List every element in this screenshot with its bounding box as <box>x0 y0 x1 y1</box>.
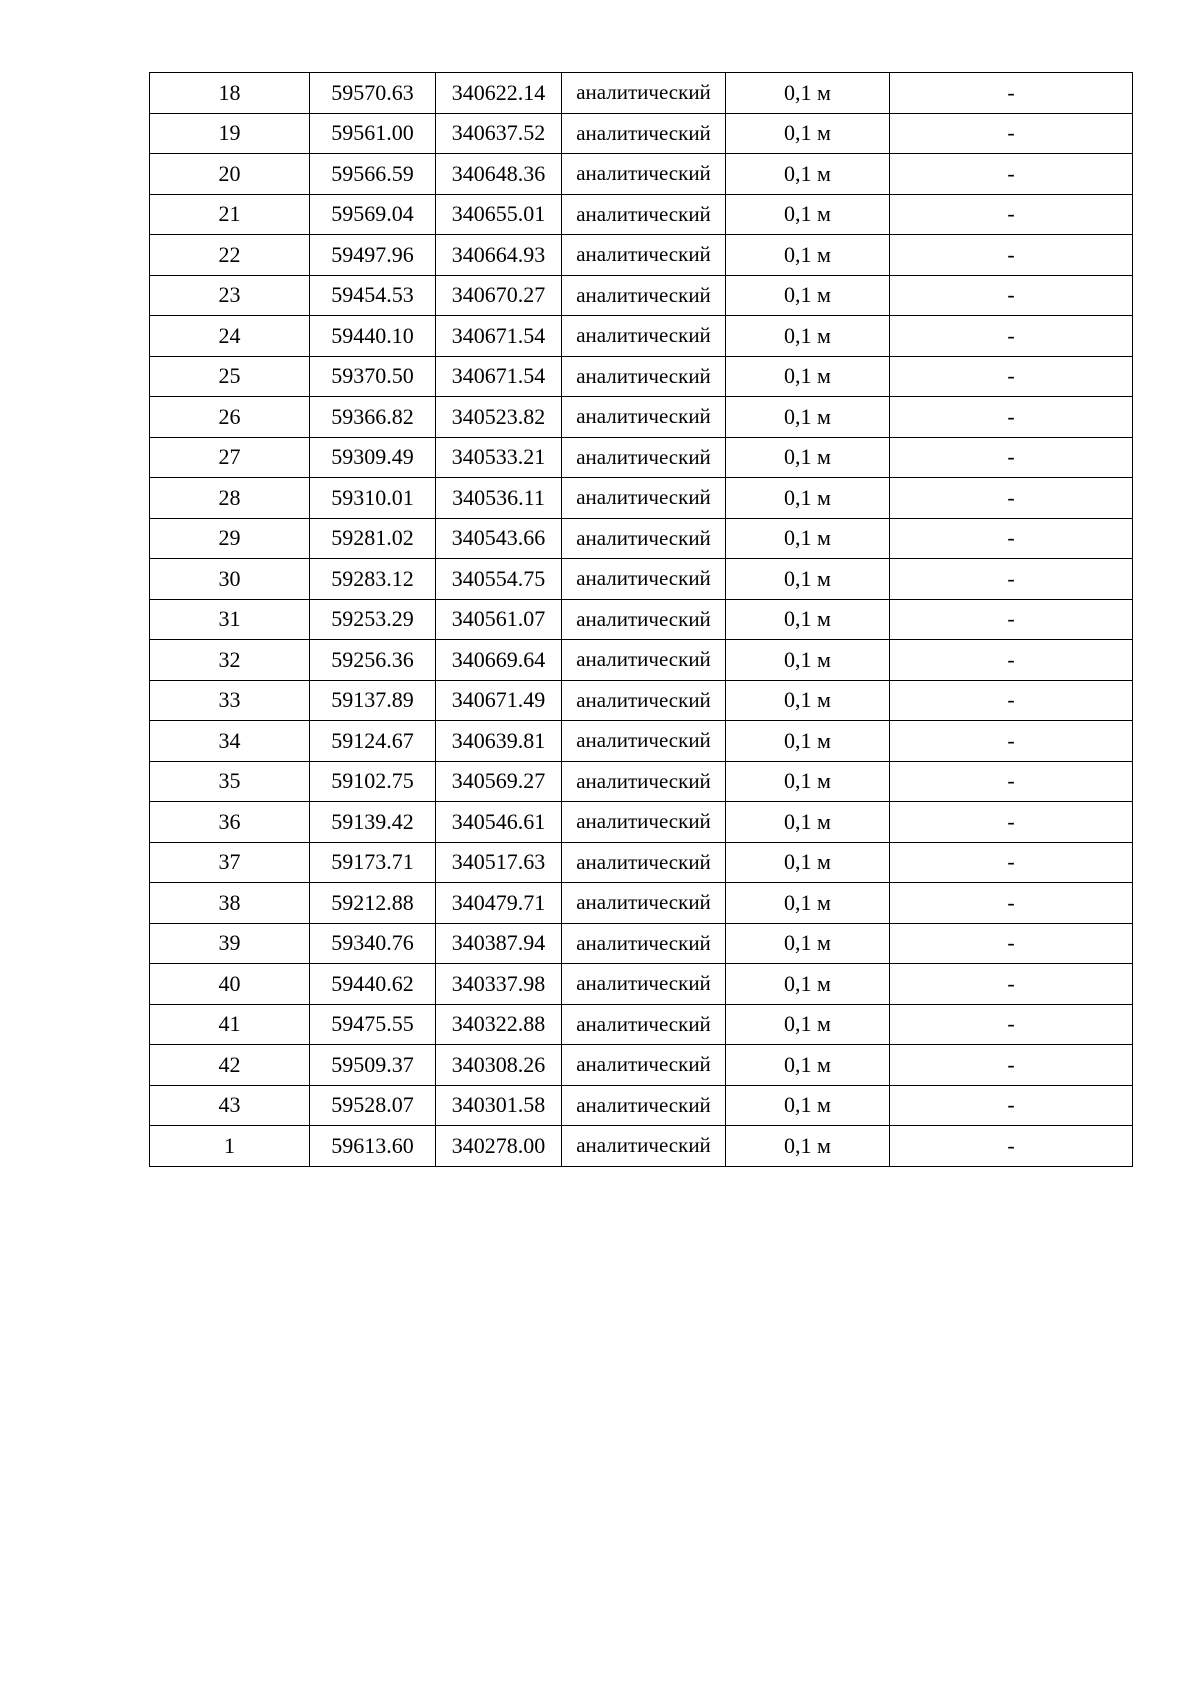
method-cell: аналитический <box>562 437 726 478</box>
table-row <box>150 397 1133 438</box>
table-row <box>150 680 1133 721</box>
point-number-cell: 22 <box>150 235 310 276</box>
x-coordinate-cell: 59613.60 <box>310 1126 436 1167</box>
table-row <box>150 194 1133 235</box>
table-row <box>150 518 1133 559</box>
point-number-cell: 25 <box>150 356 310 397</box>
point-number-cell: 37 <box>150 842 310 883</box>
x-coordinate-cell: 59309.49 <box>310 437 436 478</box>
table-row <box>150 356 1133 397</box>
note-cell: - <box>890 1045 1133 1086</box>
method-cell: аналитический <box>562 154 726 195</box>
x-coordinate-cell: 59366.82 <box>310 397 436 438</box>
point-number-cell: 40 <box>150 964 310 1005</box>
x-coordinate-cell: 59497.96 <box>310 235 436 276</box>
accuracy-cell: 0,1 м <box>726 1085 890 1126</box>
note-cell: - <box>890 559 1133 600</box>
accuracy-cell: 0,1 м <box>726 478 890 519</box>
y-coordinate-cell: 340671.54 <box>436 356 562 397</box>
table-row <box>150 761 1133 802</box>
method-cell: аналитический <box>562 1004 726 1045</box>
method-cell: аналитический <box>562 802 726 843</box>
x-coordinate-cell: 59281.02 <box>310 518 436 559</box>
accuracy-cell: 0,1 м <box>726 1126 890 1167</box>
table-row <box>150 842 1133 883</box>
accuracy-cell: 0,1 м <box>726 923 890 964</box>
point-number-cell: 32 <box>150 640 310 681</box>
accuracy-cell: 0,1 м <box>726 235 890 276</box>
note-cell: - <box>890 680 1133 721</box>
coordinates-table-body <box>150 73 1133 1167</box>
x-coordinate-cell: 59370.50 <box>310 356 436 397</box>
y-coordinate-cell: 340517.63 <box>436 842 562 883</box>
point-number-cell: 39 <box>150 923 310 964</box>
accuracy-cell: 0,1 м <box>726 73 890 114</box>
y-coordinate-cell: 340637.52 <box>436 113 562 154</box>
y-coordinate-cell: 340669.64 <box>436 640 562 681</box>
method-cell: аналитический <box>562 559 726 600</box>
point-number-cell: 30 <box>150 559 310 600</box>
note-cell: - <box>890 802 1133 843</box>
method-cell: аналитический <box>562 316 726 357</box>
method-cell: аналитический <box>562 194 726 235</box>
y-coordinate-cell: 340536.11 <box>436 478 562 519</box>
point-number-cell: 34 <box>150 721 310 762</box>
y-coordinate-cell: 340671.49 <box>436 680 562 721</box>
method-cell: аналитический <box>562 1085 726 1126</box>
accuracy-cell: 0,1 м <box>726 640 890 681</box>
note-cell: - <box>890 1004 1133 1045</box>
accuracy-cell: 0,1 м <box>726 397 890 438</box>
x-coordinate-cell: 59137.89 <box>310 680 436 721</box>
method-cell: аналитический <box>562 73 726 114</box>
accuracy-cell: 0,1 м <box>726 680 890 721</box>
table-row <box>150 721 1133 762</box>
x-coordinate-cell: 59454.53 <box>310 275 436 316</box>
y-coordinate-cell: 340655.01 <box>436 194 562 235</box>
note-cell: - <box>890 518 1133 559</box>
method-cell: аналитический <box>562 599 726 640</box>
accuracy-cell: 0,1 м <box>726 518 890 559</box>
accuracy-cell: 0,1 м <box>726 559 890 600</box>
table-row <box>150 316 1133 357</box>
x-coordinate-cell: 59570.63 <box>310 73 436 114</box>
y-coordinate-cell: 340337.98 <box>436 964 562 1005</box>
accuracy-cell: 0,1 м <box>726 1004 890 1045</box>
x-coordinate-cell: 59566.59 <box>310 154 436 195</box>
note-cell: - <box>890 761 1133 802</box>
point-number-cell: 41 <box>150 1004 310 1045</box>
x-coordinate-cell: 59475.55 <box>310 1004 436 1045</box>
note-cell: - <box>890 437 1133 478</box>
method-cell: аналитический <box>562 113 726 154</box>
note-cell: - <box>890 721 1133 762</box>
y-coordinate-cell: 340533.21 <box>436 437 562 478</box>
note-cell: - <box>890 883 1133 924</box>
x-coordinate-cell: 59139.42 <box>310 802 436 843</box>
table-row <box>150 1004 1133 1045</box>
table-row <box>150 559 1133 600</box>
x-coordinate-cell: 59253.29 <box>310 599 436 640</box>
method-cell: аналитический <box>562 275 726 316</box>
accuracy-cell: 0,1 м <box>726 194 890 235</box>
note-cell: - <box>890 1085 1133 1126</box>
x-coordinate-cell: 59283.12 <box>310 559 436 600</box>
y-coordinate-cell: 340301.58 <box>436 1085 562 1126</box>
x-coordinate-cell: 59340.76 <box>310 923 436 964</box>
accuracy-cell: 0,1 м <box>726 113 890 154</box>
table-row <box>150 1045 1133 1086</box>
note-cell: - <box>890 154 1133 195</box>
note-cell: - <box>890 640 1133 681</box>
x-coordinate-cell: 59528.07 <box>310 1085 436 1126</box>
note-cell: - <box>890 842 1133 883</box>
method-cell: аналитический <box>562 680 726 721</box>
y-coordinate-cell: 340554.75 <box>436 559 562 600</box>
table-row <box>150 599 1133 640</box>
note-cell: - <box>890 356 1133 397</box>
y-coordinate-cell: 340622.14 <box>436 73 562 114</box>
method-cell: аналитический <box>562 640 726 681</box>
x-coordinate-cell: 59561.00 <box>310 113 436 154</box>
table-row <box>150 275 1133 316</box>
accuracy-cell: 0,1 м <box>726 964 890 1005</box>
y-coordinate-cell: 340322.88 <box>436 1004 562 1045</box>
point-number-cell: 23 <box>150 275 310 316</box>
table-row <box>150 437 1133 478</box>
point-number-cell: 18 <box>150 73 310 114</box>
method-cell: аналитический <box>562 964 726 1005</box>
accuracy-cell: 0,1 м <box>726 316 890 357</box>
y-coordinate-cell: 340308.26 <box>436 1045 562 1086</box>
note-cell: - <box>890 923 1133 964</box>
note-cell: - <box>890 275 1133 316</box>
table-row <box>150 73 1133 114</box>
accuracy-cell: 0,1 м <box>726 437 890 478</box>
x-coordinate-cell: 59440.62 <box>310 964 436 1005</box>
note-cell: - <box>890 599 1133 640</box>
point-number-cell: 1 <box>150 1126 310 1167</box>
x-coordinate-cell: 59124.67 <box>310 721 436 762</box>
point-number-cell: 29 <box>150 518 310 559</box>
point-number-cell: 42 <box>150 1045 310 1086</box>
method-cell: аналитический <box>562 356 726 397</box>
x-coordinate-cell: 59440.10 <box>310 316 436 357</box>
y-coordinate-cell: 340664.93 <box>436 235 562 276</box>
point-number-cell: 43 <box>150 1085 310 1126</box>
point-number-cell: 28 <box>150 478 310 519</box>
point-number-cell: 20 <box>150 154 310 195</box>
table-row <box>150 154 1133 195</box>
accuracy-cell: 0,1 м <box>726 599 890 640</box>
note-cell: - <box>890 397 1133 438</box>
point-number-cell: 35 <box>150 761 310 802</box>
accuracy-cell: 0,1 м <box>726 883 890 924</box>
method-cell: аналитический <box>562 1126 726 1167</box>
method-cell: аналитический <box>562 842 726 883</box>
x-coordinate-cell: 59310.01 <box>310 478 436 519</box>
accuracy-cell: 0,1 м <box>726 802 890 843</box>
x-coordinate-cell: 59102.75 <box>310 761 436 802</box>
table-row <box>150 964 1133 1005</box>
x-coordinate-cell: 59173.71 <box>310 842 436 883</box>
accuracy-cell: 0,1 м <box>726 842 890 883</box>
x-coordinate-cell: 59212.88 <box>310 883 436 924</box>
note-cell: - <box>890 194 1133 235</box>
y-coordinate-cell: 340648.36 <box>436 154 562 195</box>
point-number-cell: 31 <box>150 599 310 640</box>
table-row <box>150 1085 1133 1126</box>
accuracy-cell: 0,1 м <box>726 356 890 397</box>
point-number-cell: 27 <box>150 437 310 478</box>
table-row <box>150 802 1133 843</box>
note-cell: - <box>890 235 1133 276</box>
method-cell: аналитический <box>562 761 726 802</box>
method-cell: аналитический <box>562 923 726 964</box>
note-cell: - <box>890 316 1133 357</box>
method-cell: аналитический <box>562 883 726 924</box>
y-coordinate-cell: 340561.07 <box>436 599 562 640</box>
method-cell: аналитический <box>562 518 726 559</box>
note-cell: - <box>890 478 1133 519</box>
y-coordinate-cell: 340523.82 <box>436 397 562 438</box>
method-cell: аналитический <box>562 235 726 276</box>
point-number-cell: 26 <box>150 397 310 438</box>
table-row <box>150 883 1133 924</box>
point-number-cell: 36 <box>150 802 310 843</box>
point-number-cell: 19 <box>150 113 310 154</box>
y-coordinate-cell: 340546.61 <box>436 802 562 843</box>
table-row <box>150 113 1133 154</box>
accuracy-cell: 0,1 м <box>726 721 890 762</box>
accuracy-cell: 0,1 м <box>726 1045 890 1086</box>
note-cell: - <box>890 73 1133 114</box>
table-row <box>150 235 1133 276</box>
point-number-cell: 33 <box>150 680 310 721</box>
note-cell: - <box>890 964 1133 1005</box>
method-cell: аналитический <box>562 478 726 519</box>
point-number-cell: 38 <box>150 883 310 924</box>
table-row <box>150 478 1133 519</box>
x-coordinate-cell: 59569.04 <box>310 194 436 235</box>
table-row <box>150 640 1133 681</box>
x-coordinate-cell: 59256.36 <box>310 640 436 681</box>
accuracy-cell: 0,1 м <box>726 761 890 802</box>
coordinates-table <box>149 72 1133 1167</box>
y-coordinate-cell: 340387.94 <box>436 923 562 964</box>
y-coordinate-cell: 340569.27 <box>436 761 562 802</box>
y-coordinate-cell: 340543.66 <box>436 518 562 559</box>
table-row <box>150 1126 1133 1167</box>
y-coordinate-cell: 340671.54 <box>436 316 562 357</box>
accuracy-cell: 0,1 м <box>726 154 890 195</box>
point-number-cell: 24 <box>150 316 310 357</box>
y-coordinate-cell: 340479.71 <box>436 883 562 924</box>
y-coordinate-cell: 340670.27 <box>436 275 562 316</box>
x-coordinate-cell: 59509.37 <box>310 1045 436 1086</box>
table-row <box>150 923 1133 964</box>
y-coordinate-cell: 340278.00 <box>436 1126 562 1167</box>
method-cell: аналитический <box>562 1045 726 1086</box>
y-coordinate-cell: 340639.81 <box>436 721 562 762</box>
method-cell: аналитический <box>562 721 726 762</box>
note-cell: - <box>890 113 1133 154</box>
note-cell: - <box>890 1126 1133 1167</box>
accuracy-cell: 0,1 м <box>726 275 890 316</box>
point-number-cell: 21 <box>150 194 310 235</box>
method-cell: аналитический <box>562 397 726 438</box>
